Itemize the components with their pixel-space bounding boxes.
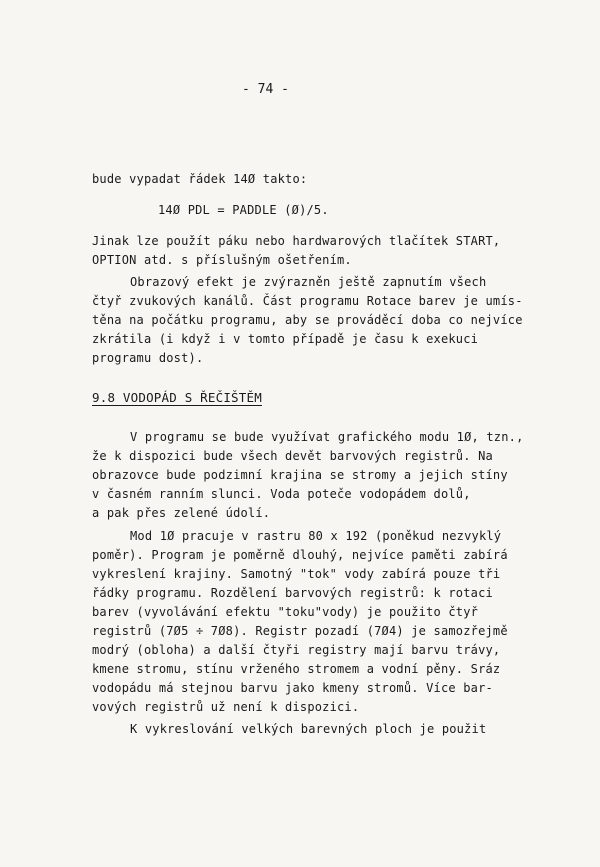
text-line: vykreslení krajiny. Samotný "tok" vody zabírá pouze tři: [92, 567, 501, 581]
text-line: K vykreslování velkých barevných ploch je použit: [130, 722, 487, 736]
text-line: vových registrů už není k dispozici.: [92, 700, 360, 714]
text-line: Obrazový efekt je zvýrazněn ještě zapnutím všech: [130, 275, 487, 289]
text-line: řádky programu. Rozdělení barvových registrů: k rotaci: [92, 586, 493, 600]
text-line: kmene stromu, stínu vrženého stromem a vodní pěny. Sráz: [92, 662, 501, 676]
text-line: Jinak lze použít páku nebo hardwarových tlačítek START,: [92, 234, 501, 248]
text-line: zkrátila (i když i v tomto případě je času k exekuci: [92, 332, 479, 346]
text-line: Mod 1Ø pracuje v rastru 80 x 192 (poněkud nezvyklý: [130, 529, 502, 543]
text-line: čtyř zvukových kanálů. Část programu Rotace barev je umís-: [92, 294, 523, 308]
text-line: těna na počátku programu, aby se prováděcí doba co nejvíce: [92, 313, 523, 327]
section-heading: 9.8 VODOPÁD S ŘEČIŠTĚM: [92, 390, 262, 405]
text-line: vodopádu má stejnou barvu jako kmeny stromů. Více bar-: [92, 681, 493, 695]
code-line: 14Ø PDL = PADDLE (Ø)/5.: [158, 203, 329, 217]
page-number: - 74 -: [242, 82, 289, 97]
text-line: obrazovce bude podzimní krajina se stromy a jejich stíny: [92, 468, 508, 482]
text-line: registrů (7Ø5 ÷ 7Ø8). Registr pozadí (7Ø4) je samozřejmě: [92, 624, 508, 638]
text-line: a pak přes zelené údolí.: [92, 506, 271, 520]
text-line: barev (vyvolávání efektu "toku"vody) je použito čtyř: [92, 605, 479, 619]
text-line: V programu se bude využívat grafického modu 1Ø, tzn.,: [130, 430, 524, 444]
text-line: OPTION atd. s příslušným ošetřením.: [92, 253, 352, 267]
text-line: poměr). Program je poměrně dlouhý, nejvíce paměti zabírá: [92, 548, 508, 562]
text-line: programu dost).: [92, 351, 204, 365]
text-line: modrý (obloha) a další čtyři registry mají barvu trávy,: [92, 643, 501, 657]
text-line: bude vypadat řádek 14Ø takto:: [92, 172, 308, 186]
text-line: že k dispozici bude všech devět barvových registrů. Na: [92, 449, 493, 463]
text-line: v časném ranním slunci. Voda poteče vodopádem dolů,: [92, 487, 471, 501]
